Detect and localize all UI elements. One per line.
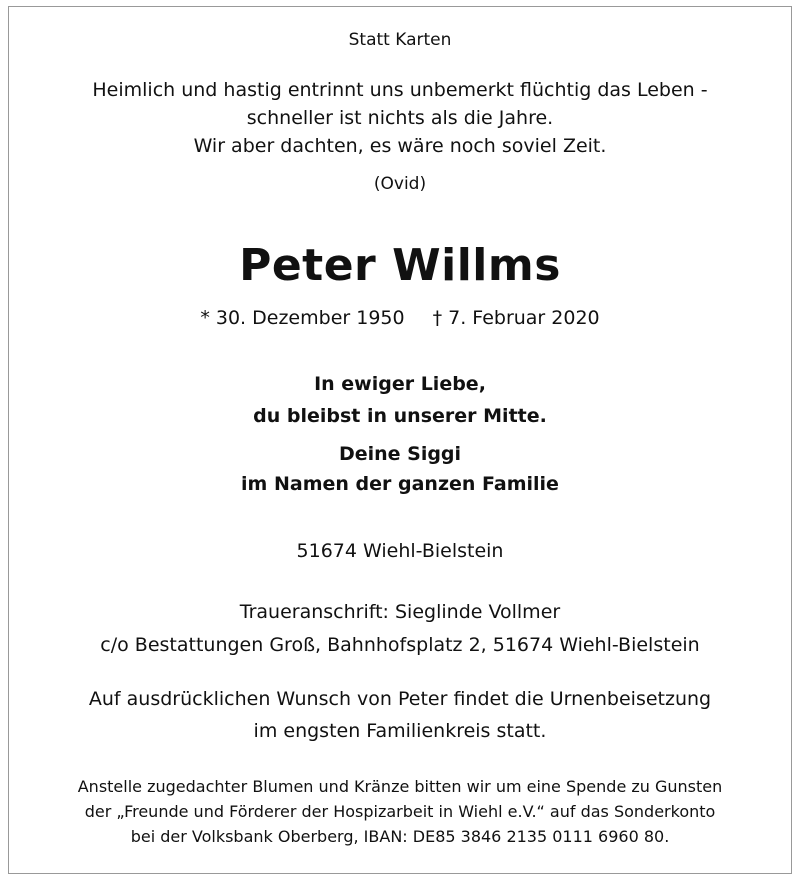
poem-line-3: Wir aber dachten, es wäre noch soviel Zeit. — [193, 135, 607, 157]
burial-line-2: im engsten Familienkreis statt. — [253, 720, 547, 742]
address-line-2: c/o Bestattungen Groß, Bahnhofsplatz 2, 51674 Wiehl-Bielstein — [100, 634, 700, 656]
address-line-1: Traueranschrift: Sieglinde Vollmer — [239, 601, 561, 623]
statt-karten: Statt Karten — [348, 30, 452, 50]
signature-line-1: Deine Siggi — [338, 443, 462, 465]
poem-author: (Ovid) — [373, 174, 427, 194]
donation-line-3: bei der Volksbank Oberberg, IBAN: DE85 3846 2135 0111 6960 80. — [130, 827, 670, 846]
signature-line-2: im Namen der ganzen Familie — [241, 473, 559, 495]
location: 51674 Wiehl-Bielstein — [296, 540, 504, 562]
burial-line-1: Auf ausdrücklichen Wunsch von Peter findet die Urnenbeisetzung — [88, 688, 712, 710]
donation-line-2: der „Freunde und Förderer der Hospizarbeit in Wiehl e.V.“ auf das Sonderkonto — [84, 802, 716, 821]
message-line-2: du bleibst in unserer Mitte. — [253, 405, 547, 427]
life-dates — [0, 303, 800, 333]
message-line-1: In ewiger Liebe, — [314, 373, 486, 395]
deceased-name: Peter Willms — [239, 240, 561, 291]
donation-line-1: Anstelle zugedachter Blumen und Kränze bitten wir um eine Spende zu Gunsten — [77, 777, 723, 796]
poem-line-2: schneller ist nichts als die Jahre. — [246, 107, 554, 129]
poem-line-1: Heimlich und hastig entrinnt uns unbemerkt flüchtig das Leben - — [92, 79, 708, 101]
birth-date: * 30. Dezember 1950 — [200, 307, 405, 329]
death-date: † 7. Februar 2020 — [432, 307, 600, 329]
